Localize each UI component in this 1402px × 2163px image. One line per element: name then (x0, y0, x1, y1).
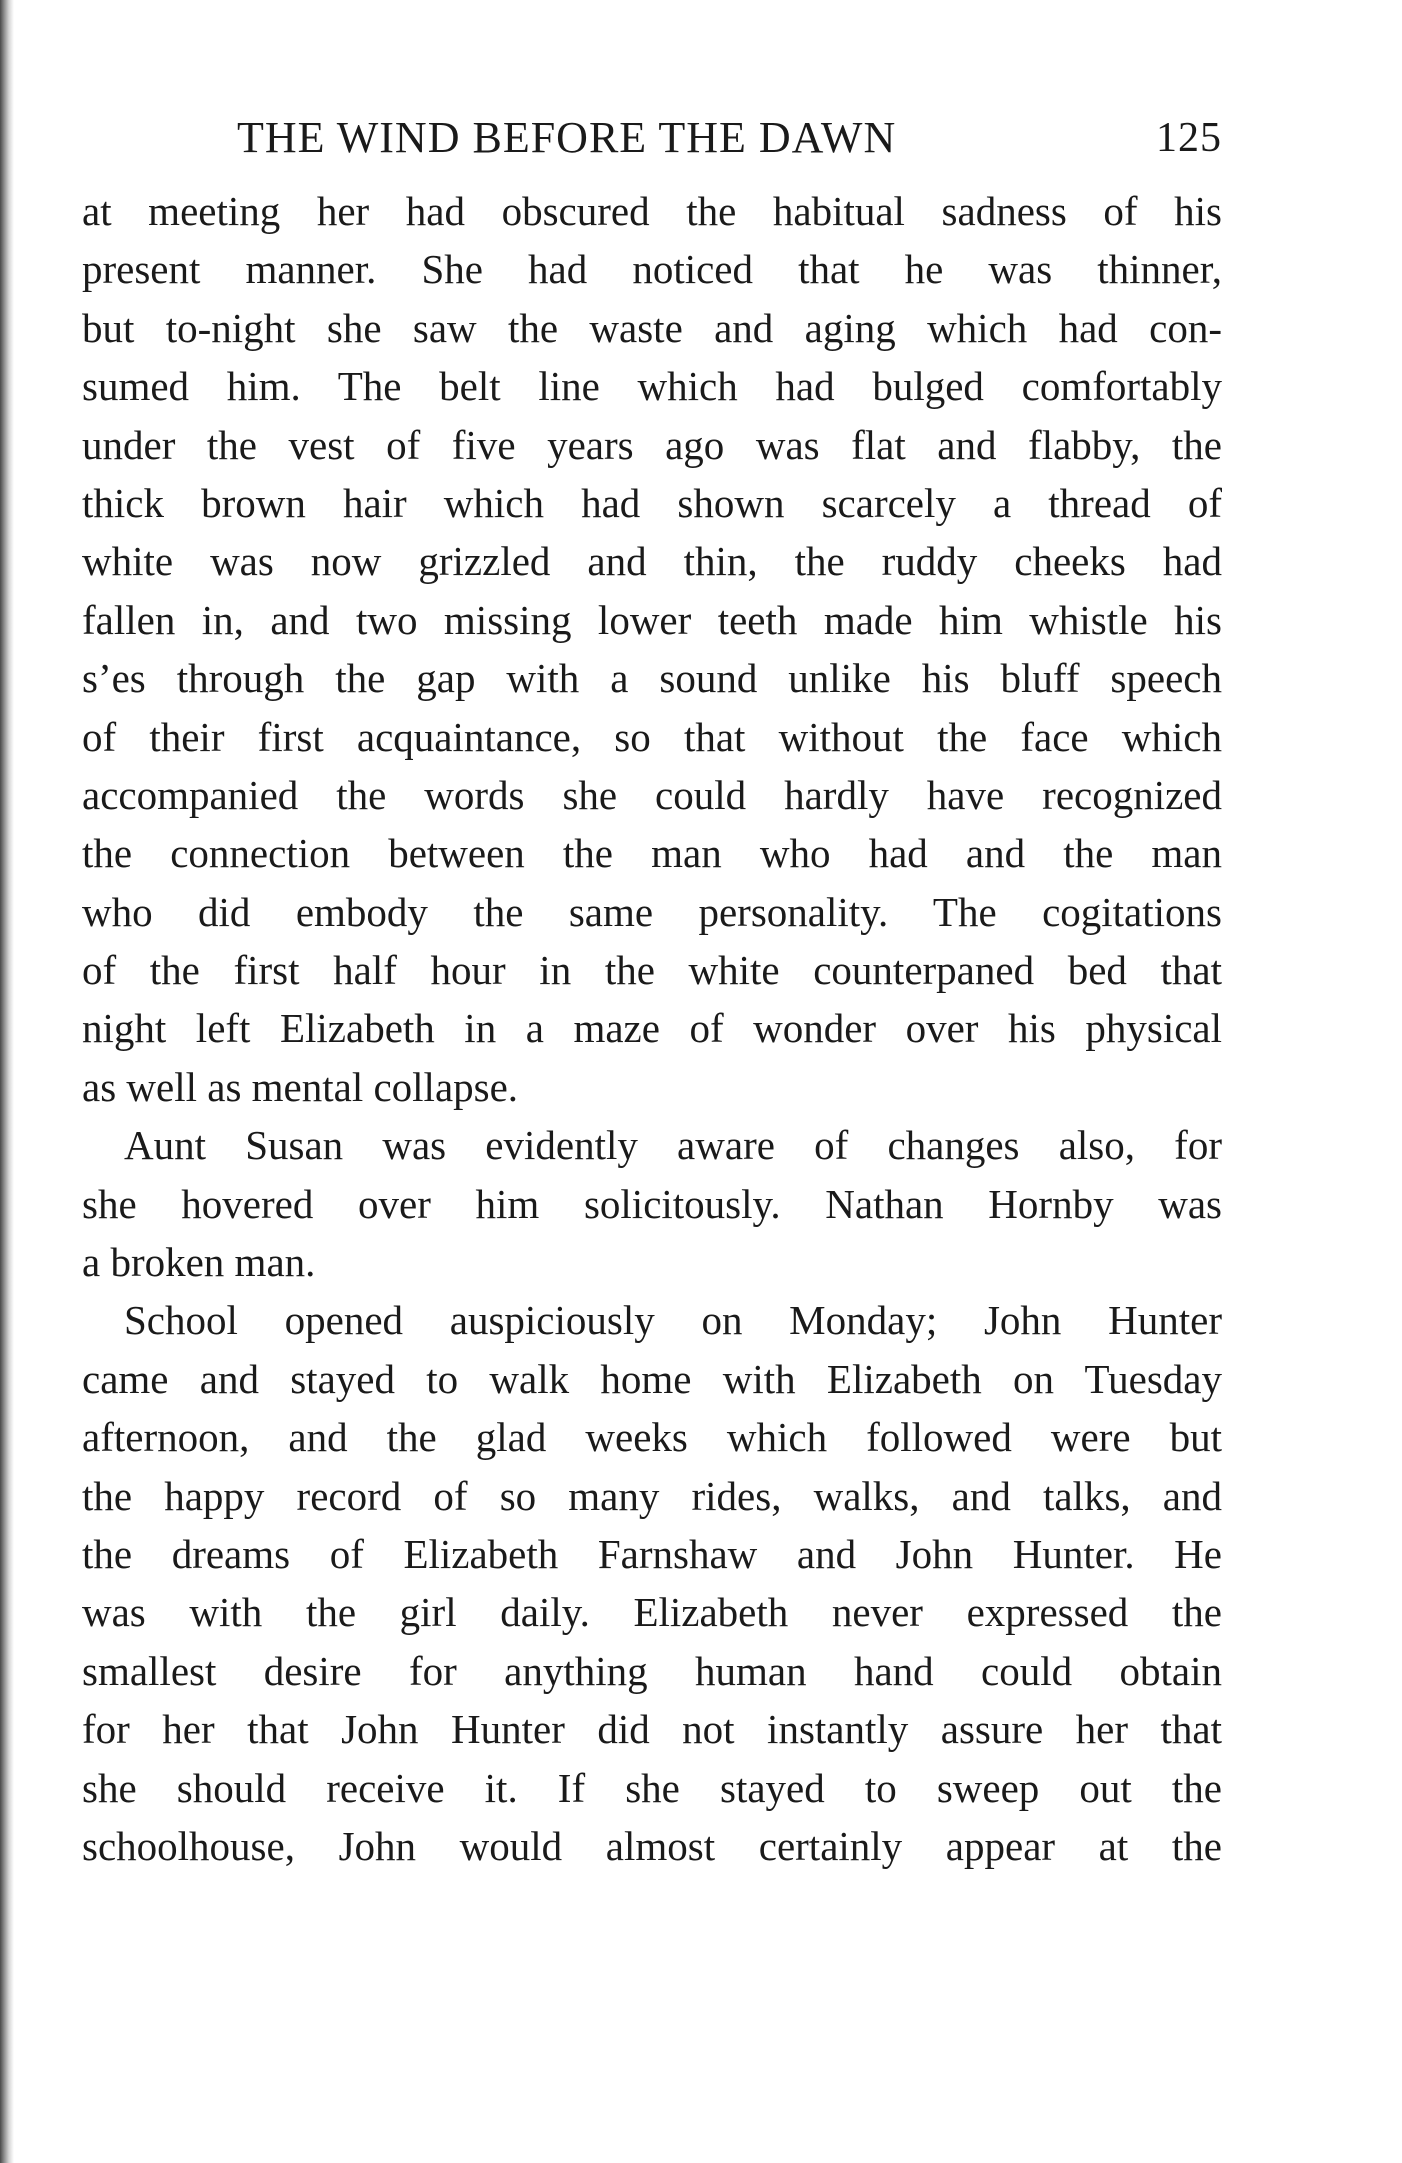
text-line: School opened auspiciously on Monday; John Hunter (124, 1297, 1222, 1344)
text-line: a broken man. (82, 1239, 316, 1286)
paragraph-1 (82, 182, 1222, 1116)
text-line: night left Elizabeth in a maze of wonder over his physical (82, 1005, 1222, 1052)
text-line: accompanied the words she could hardly have recognized (82, 771, 1222, 818)
book-page (82, 112, 1222, 1875)
paragraph-3 (82, 1291, 1222, 1875)
text-line: fallen in, and two missing lower teeth made him whistle his (82, 596, 1222, 643)
text-line: of the first half hour in the white counterpaned bed that (82, 947, 1222, 994)
body-text (82, 182, 1222, 1875)
running-title: THE WIND BEFORE THE DAWN (237, 113, 897, 162)
text-line: was with the girl daily. Elizabeth never expressed the (82, 1589, 1222, 1636)
text-line: smallest desire for anything human hand could obtain (82, 1647, 1222, 1694)
text-line: she hovered over him solicitously. Nathan Hornby was (82, 1180, 1222, 1227)
text-line: for her that John Hunter did not instantly assure her that (82, 1706, 1222, 1753)
text-line: afternoon, and the glad weeks which followed were but (82, 1414, 1222, 1461)
text-line: as well as mental collapse. (82, 1063, 519, 1110)
text-line: of their first acquaintance, so that without the face which (82, 713, 1222, 760)
paragraph-2 (82, 1116, 1222, 1291)
text-line: Aunt Susan was evidently aware of changes also, for (124, 1122, 1222, 1169)
text-line: came and stayed to walk home with Elizabeth on Tuesday (82, 1355, 1222, 1402)
text-line: the dreams of Elizabeth Farnshaw and John Hunter. He (82, 1530, 1222, 1577)
text-line: under the vest of five years ago was flat and flabby, the (82, 421, 1222, 468)
text-line: thick brown hair which had shown scarcely a thread of (82, 479, 1222, 526)
binding-gutter-shadow (0, 0, 14, 2163)
text-line: present manner. She had noticed that he was thinner, (82, 246, 1222, 293)
text-line: s’es through the gap with a sound unlike his bluff speech (82, 655, 1222, 702)
text-line: at meeting her had obscured the habitual sadness of his (82, 188, 1222, 234)
text-line: schoolhouse, John would almost certainly appear at the (82, 1822, 1222, 1869)
text-line: who did embody the same personality. The cogitations (82, 888, 1222, 935)
text-line: white was now grizzled and thin, the ruddy cheeks had (82, 538, 1222, 585)
text-line: the connection between the man who had and the man (82, 830, 1222, 877)
text-line: she should receive it. If she stayed to sweep out the (82, 1764, 1222, 1811)
text-line: but to-night she saw the waste and aging which had con- (82, 304, 1222, 351)
page-number: 125 (1156, 115, 1222, 161)
text-line: the happy record of so many rides, walks, and talks, and (82, 1472, 1222, 1519)
running-head (82, 112, 1222, 168)
text-line: sumed him. The belt line which had bulged comfortably (82, 363, 1222, 410)
